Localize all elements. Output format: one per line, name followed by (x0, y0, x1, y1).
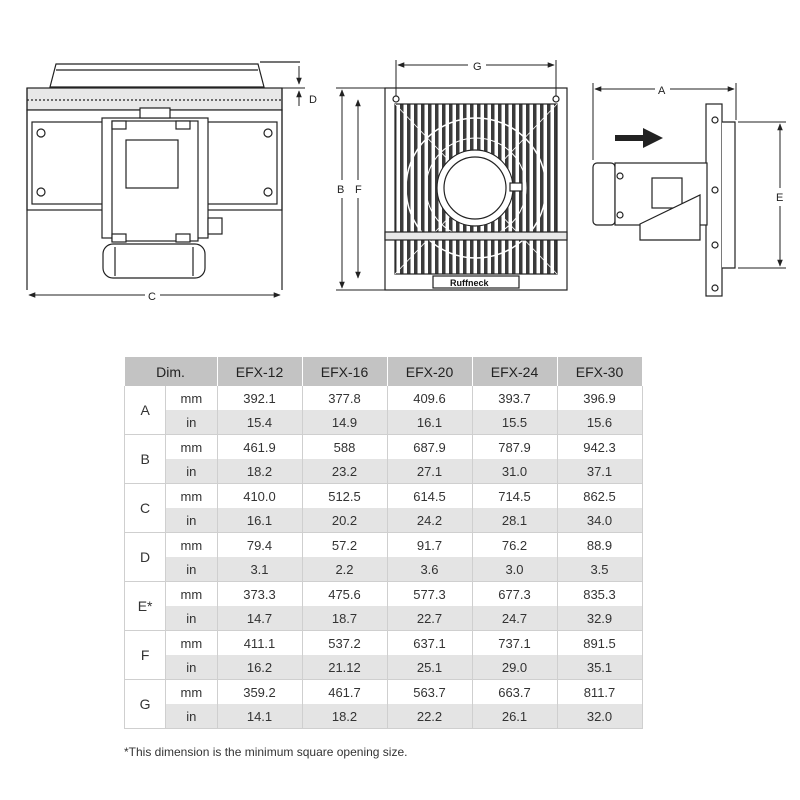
table-cell: 512.5 (302, 484, 387, 509)
dimensions-table (124, 357, 643, 729)
table-cell: 25.1 (387, 655, 472, 680)
table-row (125, 655, 643, 680)
table-cell: 577.3 (387, 582, 472, 607)
table-cell: 891.5 (557, 631, 642, 656)
side-view-drawing (593, 104, 735, 296)
dim-header: Dim. (125, 357, 218, 386)
unit-label: mm (166, 631, 217, 656)
table-cell: 461.7 (302, 680, 387, 705)
table-cell: 614.5 (387, 484, 472, 509)
table-cell: 34.0 (557, 508, 642, 533)
dimension-label: C (125, 484, 166, 533)
table-cell: 14.1 (217, 704, 302, 729)
dimension-d (280, 66, 305, 106)
table-cell: 16.2 (217, 655, 302, 680)
table-cell: 359.2 (217, 680, 302, 705)
table-cell: 835.3 (557, 582, 642, 607)
dimension-label: D (125, 533, 166, 582)
table-cell: 29.0 (472, 655, 557, 680)
table-row (125, 484, 643, 509)
table-cell: 411.1 (217, 631, 302, 656)
table-header-row (125, 357, 643, 386)
table-cell: 396.9 (557, 386, 642, 410)
unit-label: in (166, 606, 217, 631)
table-cell: 35.1 (557, 655, 642, 680)
table-cell: 475.6 (302, 582, 387, 607)
airflow-arrow-icon (615, 128, 663, 148)
table-cell: 32.0 (557, 704, 642, 729)
unit-label: mm (166, 386, 217, 410)
table-cell: 91.7 (387, 533, 472, 558)
dimension-label: B (125, 435, 166, 484)
model-header: EFX-16 (302, 357, 387, 386)
model-header: EFX-30 (557, 357, 642, 386)
table-cell: 537.2 (302, 631, 387, 656)
table-row (125, 704, 643, 729)
label-e: E (776, 192, 784, 204)
table-cell: 24.2 (387, 508, 472, 533)
unit-label: in (166, 557, 217, 582)
table-cell: 373.3 (217, 582, 302, 607)
table-cell: 392.1 (217, 386, 302, 410)
table-cell: 737.1 (472, 631, 557, 656)
table-cell: 3.6 (387, 557, 472, 582)
table-cell: 22.7 (387, 606, 472, 631)
table-cell: 714.5 (472, 484, 557, 509)
table-cell: 27.1 (387, 459, 472, 484)
dimension-label: E* (125, 582, 166, 631)
brand-logo: Ruffneck (450, 278, 489, 288)
unit-label: mm (166, 680, 217, 705)
table-row (125, 582, 643, 607)
label-a: A (658, 85, 666, 97)
model-header: EFX-24 (472, 357, 557, 386)
table-cell: 79.4 (217, 533, 302, 558)
table-cell: 21.12 (302, 655, 387, 680)
table-row (125, 680, 643, 705)
table-cell: 3.1 (217, 557, 302, 582)
table-cell: 15.4 (217, 410, 302, 435)
technical-drawings (0, 0, 800, 345)
table-cell: 2.2 (302, 557, 387, 582)
table-row (125, 557, 643, 582)
table-cell: 88.9 (557, 533, 642, 558)
table-cell: 942.3 (557, 435, 642, 460)
table-cell: 20.2 (302, 508, 387, 533)
unit-label: in (166, 655, 217, 680)
unit-label: in (166, 459, 217, 484)
table-cell: 563.7 (387, 680, 472, 705)
table-cell: 24.7 (472, 606, 557, 631)
table-cell: 3.5 (557, 557, 642, 582)
table-cell: 787.9 (472, 435, 557, 460)
table-cell: 23.2 (302, 459, 387, 484)
table-row (125, 508, 643, 533)
table-cell: 57.2 (302, 533, 387, 558)
unit-label: in (166, 410, 217, 435)
label-f: F (355, 184, 362, 196)
table-cell: 76.2 (472, 533, 557, 558)
dimension-label: F (125, 631, 166, 680)
table-cell: 461.9 (217, 435, 302, 460)
table-cell: 677.3 (472, 582, 557, 607)
table-cell: 16.1 (387, 410, 472, 435)
table-row (125, 533, 643, 558)
model-header: EFX-20 (387, 357, 472, 386)
table-cell: 409.6 (387, 386, 472, 410)
table-cell: 3.0 (472, 557, 557, 582)
table-cell: 16.1 (217, 508, 302, 533)
label-d: D (309, 94, 317, 106)
table-cell: 31.0 (472, 459, 557, 484)
table-cell: 410.0 (217, 484, 302, 509)
dimension-label: A (125, 386, 166, 435)
table-row (125, 631, 643, 656)
unit-label: mm (166, 582, 217, 607)
table-cell: 28.1 (472, 508, 557, 533)
label-b: B (337, 184, 345, 196)
table-cell: 37.1 (557, 459, 642, 484)
table-cell: 14.9 (302, 410, 387, 435)
table-cell: 588 (302, 435, 387, 460)
table-cell: 687.9 (387, 435, 472, 460)
unit-label: mm (166, 484, 217, 509)
table-cell: 22.2 (387, 704, 472, 729)
table-cell: 663.7 (472, 680, 557, 705)
footnote: *This dimension is the minimum square opening size. (124, 745, 408, 759)
table-row (125, 606, 643, 631)
table-cell: 15.6 (557, 410, 642, 435)
unit-label: mm (166, 435, 217, 460)
dimension-label: G (125, 680, 166, 729)
top-view-drawing (27, 62, 300, 290)
unit-label: in (166, 704, 217, 729)
table-cell: 637.1 (387, 631, 472, 656)
table-cell: 32.9 (557, 606, 642, 631)
table-cell: 18.2 (217, 459, 302, 484)
table-body (125, 386, 643, 729)
table-cell: 18.2 (302, 704, 387, 729)
table-cell: 14.7 (217, 606, 302, 631)
unit-label: mm (166, 533, 217, 558)
table-row (125, 459, 643, 484)
table-cell: 393.7 (472, 386, 557, 410)
model-header: EFX-12 (217, 357, 302, 386)
table-row (125, 435, 643, 460)
unit-label: in (166, 508, 217, 533)
table-row (125, 386, 643, 410)
table-row (125, 410, 643, 435)
table-cell: 18.7 (302, 606, 387, 631)
table-cell: 811.7 (557, 680, 642, 705)
table-cell: 26.1 (472, 704, 557, 729)
table-cell: 377.8 (302, 386, 387, 410)
table-cell: 15.5 (472, 410, 557, 435)
label-g: G (473, 61, 482, 73)
label-c: C (148, 291, 156, 303)
table-cell: 862.5 (557, 484, 642, 509)
front-view-drawing (385, 88, 567, 290)
